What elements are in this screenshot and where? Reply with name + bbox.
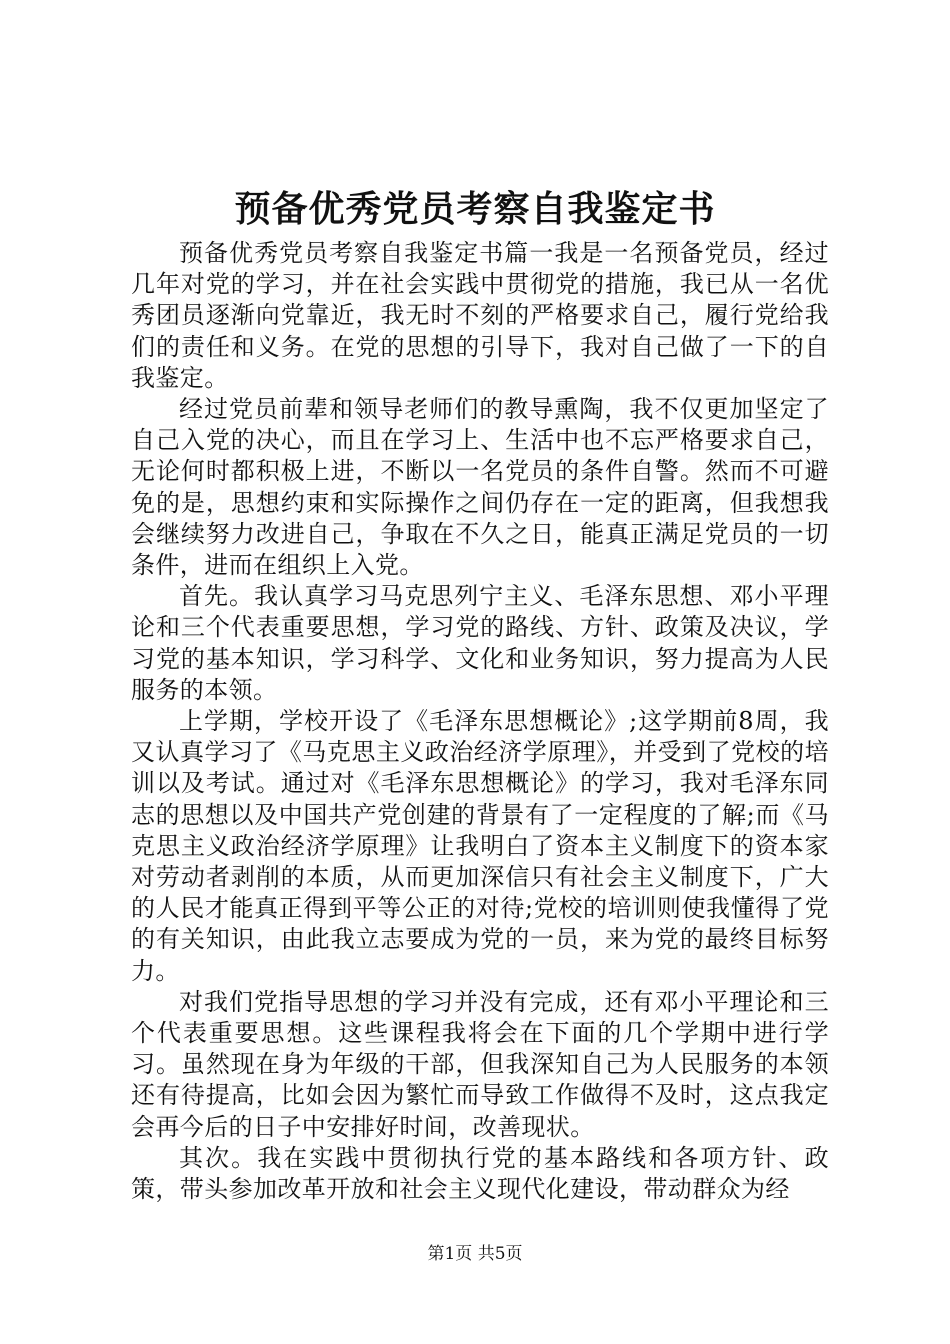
paragraph-5: 对我们党指导思想的学习并没有完成，还有邓小平理论和三个代表重要思想。这些课程我将会在下面的几个学期中进行学习。虽然现在身为年级的干部，但我深知自己为人民服务的本领还有待提高，比如会因为繁忙而导致工作做得不及时，这点我定会再今后的日子中安排好时间，改善现状。	[131, 987, 829, 1141]
paragraph-6: 其次。我在实践中贯彻执行党的基本路线和各项方针、政策，带头参加改革开放和社会主义现代化建设，带动群众为经	[131, 1143, 829, 1204]
document-title: 预备优秀党员考察自我鉴定书	[234, 188, 716, 230]
paragraph-1: 预备优秀党员考察自我鉴定书篇一我是一名预备党员，经过几年对党的学习，并在社会实践中贯彻党的措施，我已从一名优秀团员逐渐向党靠近，我无时不刻的严格要求自己，履行党给我们的责任和义务。在党的思想的引导下，我对自己做了一下的自我鉴定。	[131, 239, 829, 392]
document-body	[131, 238, 829, 1205]
page-footer: 第1页 共5页	[427, 1244, 523, 1264]
paragraph-4: 上学期，学校开设了《毛泽东思想概论》;这学期前8周，我又认真学习了《马克思主义政治经济学原理》，并受到了党校的培训以及考试。通过对《毛泽东思想概论》的学习，我对毛泽东同志的思想以及中国共产党创建的背景有了一定程度的了解;而《马克思主义政治经济学原理》让我明白了资本主义制度下的资本家对劳动者剥削的本质，从而更加深信只有社会主义制度下，广大的人民才能真正得到平等公正的对待;党校的培训则使我懂得了党的有关知识，由此我立志要成为党的一员，来为党的最终目标努力。	[131, 707, 829, 985]
paragraph-3: 首先。我认真学习马克思列宁主义、毛泽东思想、邓小平理论和三个代表重要思想，学习党的路线、方针、政策及决议，学习党的基本知识，学习科学、文化和业务知识，努力提高为人民服务的本领。	[131, 582, 829, 704]
paragraph-2: 经过党员前辈和领导老师们的教导熏陶，我不仅更加坚定了自己入党的决心，而且在学习上、生活中也不忘严格要求自己，无论何时都积极上进，不断以一名党员的条件自警。然而不可避免的是，思想约束和实际操作之间仍存在一定的距离，但我想我会继续努力改进自己，争取在不久之日，能真正满足党员的一切条件，进而在组织上入党。	[131, 395, 829, 580]
